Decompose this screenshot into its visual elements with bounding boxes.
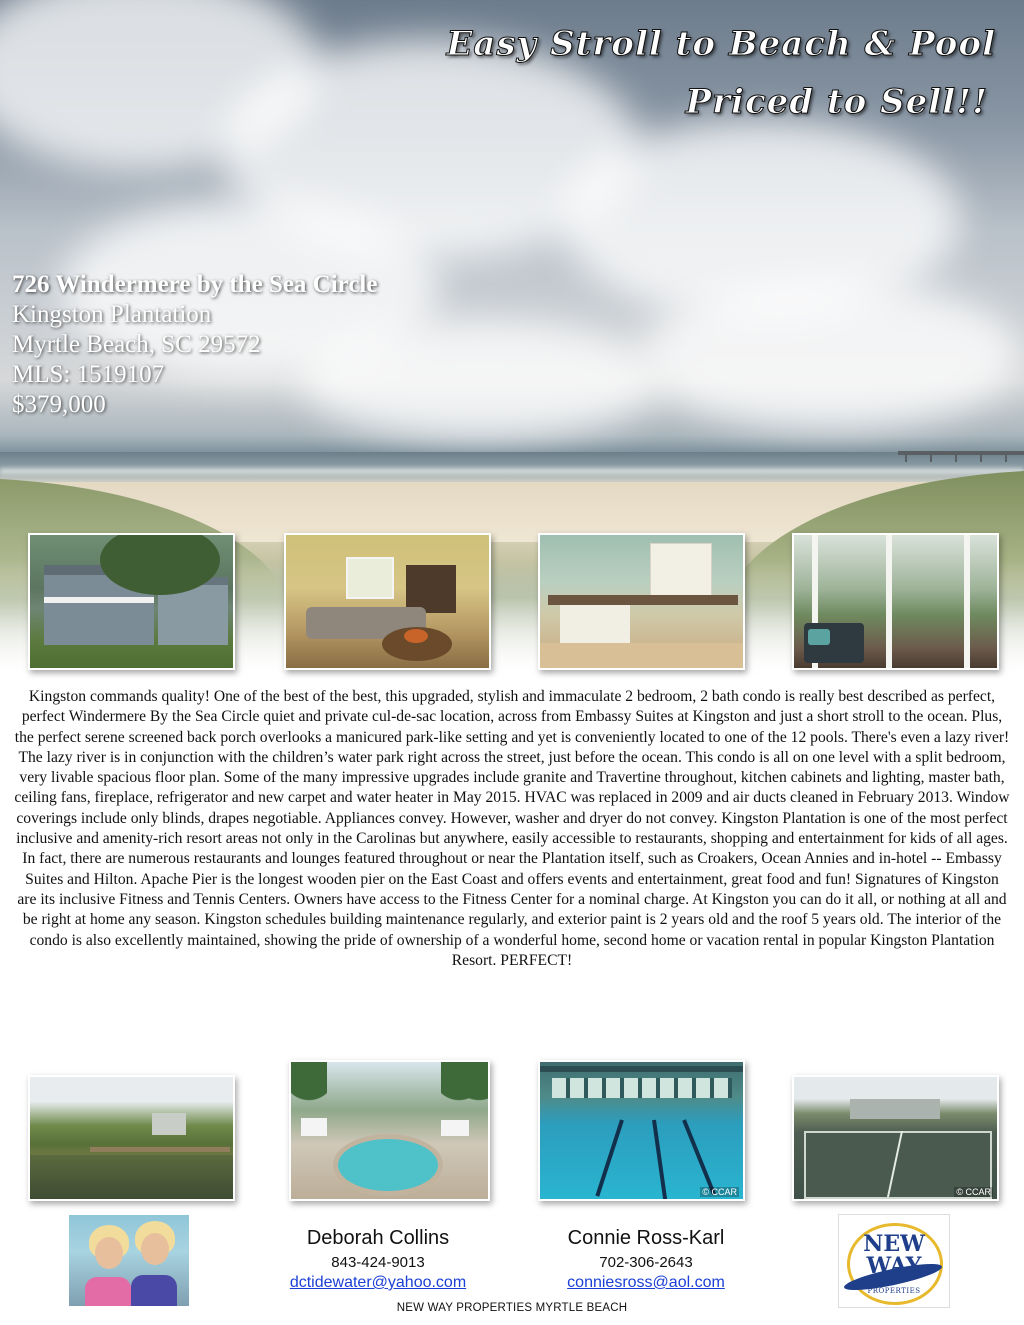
tagline-line-2: Priced to Sell!! (685, 82, 988, 122)
indoor-pool-photo (538, 1060, 745, 1201)
property-description: Kingston commands quality! One of the best of the best, this upgraded, stylish and immaculate 2 bedroom, 2 bath condo is really best described as perfect, perfect Windermere By the Sea Circle quiet and private cul-de-sac location, across from Embassy Suites at Kingston and just a short stroll to the ocean. Plus, the perfect serene screened back porch overlooks a manicured park-like setting and yet is conveniently located to one of the 12 pools. There's even a lazy river! The lazy river is in conjunction with the children’s water park right across the street, just before the ocean. This condo is all on one level with a split bedroom, very livable spacious floor plan. Some of the many impressive upgrades include granite and Travertine throughout, kitchen cabinets and lighting, master bath, ceiling fans, fireplace, refrigerator and new carpet and water heater in May 2015. HVAC was replaced in 2009 and air ducts cleaned in February 2013. Window coverings include only blinds, drapes negotiable. Appliances convey. However, washer and dryer do not convey. Kingston Plantation is one of the most perfect inclusive and amenity-rich resort areas not only in the Carolinas but anywhere, easily accessible to restaurants, shopping and entertainment for kids of all ages. In fact, there are numerous restaurants and lounges featured throughout or near the Plantation itself, such as Croakers, Ocean Annies and in-hotel -- Embassy Suites and Hilton. Apache Pier is the longest wooden pier on the East Coast and offers events and entertainment, great food and fun! Signatures of Kingston are its inclusive Fitness and Tennis Centers. Owners have access to the Fitness Center for a nominal charge. At Kingston you can do it all, or nothing at all and be right at home any season. Kingston schedules building maintenance regularly, and exterior paint is 2 years old and the roof 5 years old. The interior of the condo is also excellently maintained, showing the pride of ownership of a wonderful home, second home or vacation rental in popular Kingston Plantation Resort. PERFECT! (14, 688, 1010, 969)
kitchen-photo (538, 533, 745, 670)
agent-phone: 843-424-9013 (331, 1254, 425, 1271)
agent-name: Connie Ross-Karl (567, 1227, 725, 1249)
agent-contact-1 (258, 1225, 498, 1293)
living-room-photo (284, 533, 491, 670)
agent-phone: 702-306-2643 (599, 1254, 693, 1271)
agents-photo (69, 1215, 189, 1306)
tennis-courts-photo (792, 1075, 999, 1201)
hot-tub-photo (289, 1060, 490, 1201)
property-price: $379,000 (12, 391, 106, 418)
agent-name: Deborah Collins (306, 1227, 450, 1249)
exterior-photo (28, 533, 235, 670)
footer-brokerage: NEW WAY PROPERTIES MYRTLE BEACH (396, 1302, 628, 1314)
copyright-label: © CCAR (956, 1187, 991, 1197)
agent-contact-2 (526, 1225, 766, 1293)
agent-email-link[interactable]: conniesross@aol.com (567, 1274, 725, 1291)
property-mls: MLS: 1519107 (12, 361, 165, 388)
property-info (12, 270, 377, 420)
property-street: 726 Windermere by the Sea Circle (12, 271, 378, 298)
screened-porch-photo (792, 533, 999, 670)
property-city: Myrtle Beach, SC 29572 (12, 331, 261, 358)
property-community: Kingston Plantation (12, 301, 212, 328)
tagline-line-1: Easy Stroll to Beach & Pool (446, 24, 996, 64)
new-way-properties-logo: NEW WAY PROPERTIES (838, 1214, 950, 1308)
agent-email-link[interactable]: dctidewater@yahoo.com (289, 1274, 467, 1291)
pond-photo (28, 1075, 235, 1201)
copyright-label: © CCAR (702, 1187, 737, 1197)
